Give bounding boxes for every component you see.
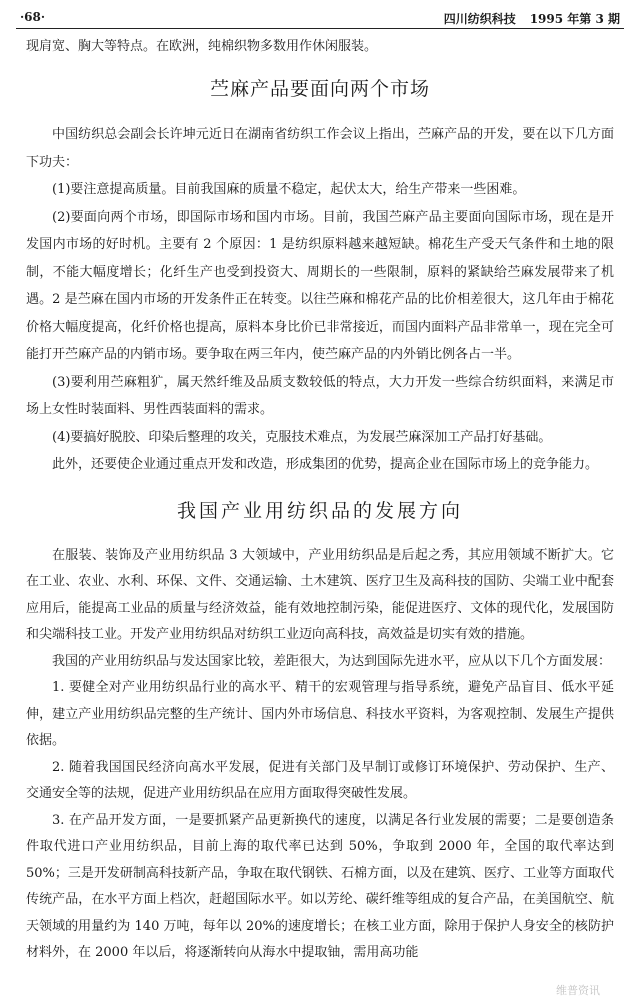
section2-paragraph: 1. 要健全对产业用纺织品行业的高水平、精干的宏观管理与指导系统，避免产品盲目、低水平延伸，建立产业用纺织品完整的生产统计、国内外市场信息、科技水平资料，为客观控制、发展生产提供依据。 (26, 680, 614, 748)
section2-paragraph: 2. 随着我国国民经济向高水平发展，促进有关部门及早制订或修订环境保护、劳动保护、生产、交通安全等的法规，促进产业用纺织品在应用方面取得突破性发展。 (26, 759, 614, 801)
journal-name: 四川纺织科技 (443, 12, 516, 26)
intro-line: 现肩宽、胸大等特点。在欧洲，纯棉织物多数用作休闲服装。 (26, 39, 378, 54)
watermark: 维普资讯 (556, 984, 600, 997)
section2-body (26, 543, 614, 967)
section1-title: 苎麻产品要面向两个市场 (209, 78, 430, 100)
journal-issue: 1995 年第 3 期 (529, 12, 620, 26)
section2-paragraph: 3. 在产品开发方面，一是要抓紧产品更新换代的速度，以满足各行业发展的需要；二是要创造条件取代进口产业用纺织品，目前上海的取代率已达到 50%，争取到 2000 年，全国的取代率达到 50%；三是开发研制高科技新产品，争取在取代钢铁、石棉方面，以及在建筑、医疗、工业等方面取代传统产品，在水平方面上档次，赶超国际水平。如以芳纶、碳纤维等组成的复合产品，在美国航空、航天领域的用量约为 140 万吨，每年以 20%的速度增长；在核工业方面，除用于保护人身安全的核防护材料外，在 2000 年以后，将逐渐转向从海水中提取铀，需用高功能 (26, 812, 614, 960)
section1-paragraph: (4)要搞好脱胶、印染后整理的攻关，克服技术难点，为发展苎麻深加工产品打好基础。 (52, 429, 552, 445)
section1-paragraph: (3)要利用苎麻粗犷，属天然纤维及品质支数较低的特点，大力开发一些综合纺织面料，来满足市场上女性时装面料、男性西装面料的需求。 (26, 374, 614, 417)
section2-title: 我国产业用纺织品的发展方向 (176, 499, 463, 522)
page-number: ·68· (20, 10, 46, 24)
journal-info (430, 10, 620, 27)
section1-body (26, 121, 614, 479)
section2-paragraph: 我国的产业用纺织品与发达国家比较，差距很大，为达到国际先进水平，应从以下几个方面发展： (52, 653, 612, 669)
section1-paragraph: (1)要注意提高质量。目前我国麻的质量不稳定，起伏太大，给生产带来一些困难。 (52, 182, 526, 197)
article-body (26, 34, 614, 967)
running-header (16, 6, 624, 29)
section2-paragraph: 在服装、装饰及产业用纺织品 3 大领域中，产业用纺织品是后起之秀，其应用领域不断扩大。它在工业、农业、水利、环保、文件、交通运输、土木建筑、医疗卫生及高科技的国防、尖端工业中配套应用后，能提高工业品的质量与经济效益，能有效地控制污染，能促进医疗、文体的现代化，发展国防和尖端科技工业。开发产业用纺织品对纺织工业迈向高科技，高效益是切实有效的措施。 (26, 547, 614, 642)
section1-paragraph: 此外，还要使企业通过重点开发和改造，形成集团的优势，提高企业在国际市场上的竞争能力。 (52, 457, 599, 472)
section1-paragraph: 中国纺织总会副会长许坤元近日在湖南省纺织工作会议上指出，苎麻产品的开发，要在以下几方面下功夫： (26, 127, 614, 170)
section1-paragraph: (2)要面向两个市场，即国际市场和国内市场。目前，我国苎麻产品主要面向国际市场，现在是开发国内市场的好时机。主要有 2 个原因：1 是纺织原料越来越短缺。棉花生产受天气条件和土地的限制，不能大幅度增长；化纤生产也受到投资大、周期长的一些限制，原料的紧缺给苎麻发展带来了机遇。2 是苎麻在国内市场的开发条件正在转变。以往苎麻和棉花产品的比价相差很大，这几年由于棉花价格大幅度提高，化纤价格也提高，原料本身比价已非常接近，而国内面料产品非常单一，现在完全可能打开苎麻产品的内销市场。要争取在两三年内，使苎麻产品的内外销比例各占一半。 (26, 209, 614, 362)
